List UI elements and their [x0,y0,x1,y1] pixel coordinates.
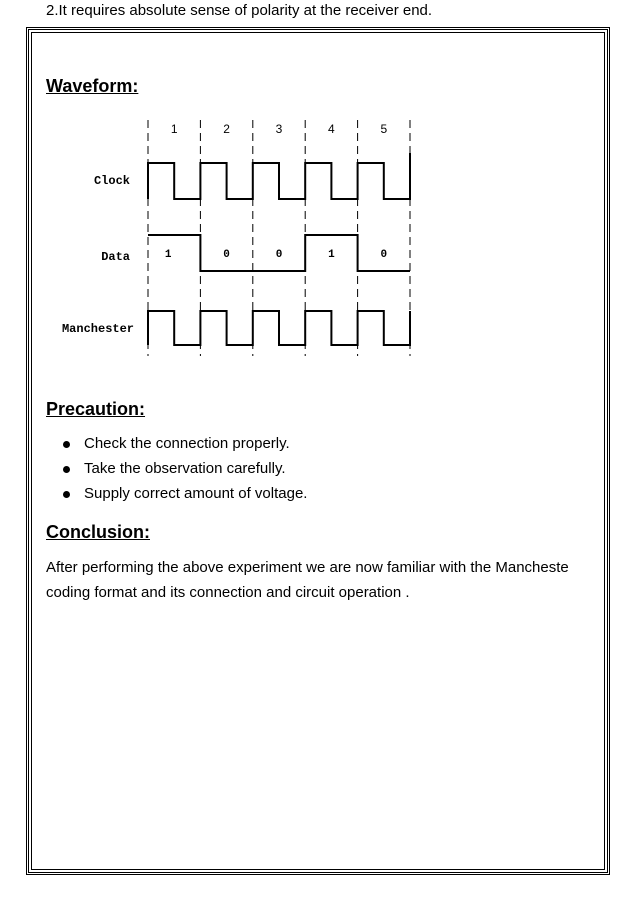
data-bit-values [165,249,387,261]
data-bit-value: 1 [328,249,335,261]
bit-numbers [171,122,388,136]
waveform-heading: Waveform: [46,76,139,96]
top-line-text: 2.It requires absolute sense of polarity at the receiver end. [46,2,433,19]
list-item-text: Take the observation carefully. [84,460,286,477]
bit-number: 2 [223,122,230,136]
data-bit-value: 0 [275,249,283,261]
data-bit-value: 0 [380,249,388,261]
clock-label: Clock [93,174,130,188]
data-bit-value: 1 [164,249,172,261]
list-item-text: Check the connection properly. [84,435,290,452]
bit-number: 3 [275,122,283,136]
conclusion-line-2: coding format and its connection and circuit operation . [46,584,410,601]
precaution-list [63,434,307,509]
conclusion-heading: Conclusion: [46,522,150,542]
manchester-waveform [148,311,410,345]
bit-number: 4 [328,122,335,136]
list-item [63,434,307,459]
bullet-icon [63,491,70,498]
list-item-text: Supply correct amount of voltage. [84,485,308,502]
data-label: Data [101,250,130,264]
conclusion-line-1: After performing the above experiment we are now familiar with the Mancheste [46,559,569,576]
clock-waveform [148,153,410,199]
data-bit-value: 0 [223,249,230,261]
list-item [63,484,307,509]
bullet-icon [63,441,70,448]
bit-number: 1 [170,122,178,136]
bullet-icon [63,466,70,473]
precaution-heading: Precaution: [46,399,146,419]
manchester-label: Manchester [61,322,134,336]
list-item [63,459,307,484]
bit-number: 5 [380,122,388,136]
